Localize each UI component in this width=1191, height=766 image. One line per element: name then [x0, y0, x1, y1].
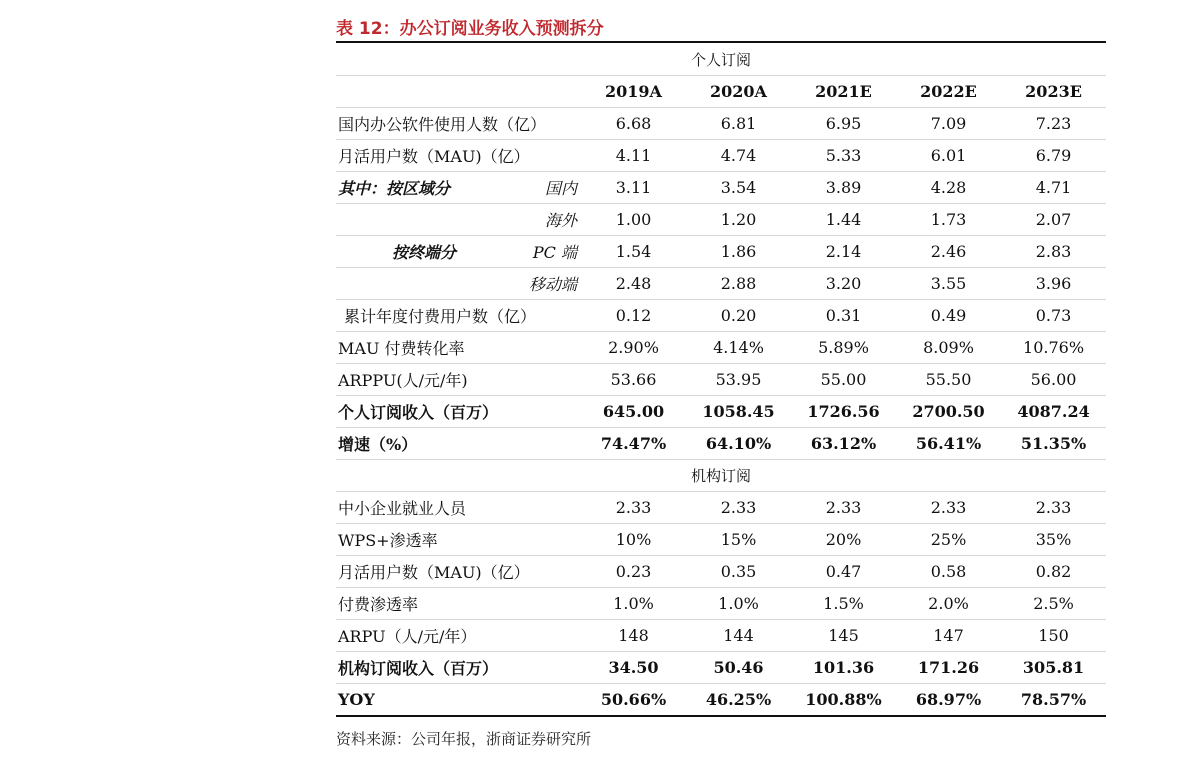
table-row — [336, 364, 1106, 396]
cell: 6.68 — [581, 108, 686, 140]
cell: 63.12% — [791, 428, 896, 460]
table-row — [336, 396, 1106, 428]
table-row — [336, 524, 1106, 556]
source-note: 资料来源：公司年报，浙商证券研究所 — [336, 730, 592, 748]
cell: 3.54 — [686, 172, 791, 204]
table-row — [336, 588, 1106, 620]
table-row — [336, 172, 1106, 204]
year-header: 2019A — [581, 76, 686, 108]
cell: 35% — [1001, 524, 1106, 556]
table-row — [336, 620, 1106, 652]
cell: 100.88% — [791, 684, 896, 717]
row-label: 中小企业就业人员 — [336, 492, 581, 524]
table-row — [336, 236, 1106, 268]
cell: 0.82 — [1001, 556, 1106, 588]
top-rule — [336, 41, 1106, 43]
table-row — [336, 428, 1106, 460]
header-blank — [526, 76, 581, 108]
cell: 64.10% — [686, 428, 791, 460]
cell: 4.71 — [1001, 172, 1106, 204]
row-label: 月活用户数（MAU)（亿） — [336, 556, 581, 588]
cell: 0.58 — [896, 556, 1001, 588]
cell: 25% — [896, 524, 1001, 556]
row-label: 付费渗透率 — [336, 588, 581, 620]
cell: 34.50 — [581, 652, 686, 684]
cell: 645.00 — [581, 396, 686, 428]
cell: 6.81 — [686, 108, 791, 140]
cell: 2.07 — [1001, 204, 1106, 236]
cell: 2.14 — [791, 236, 896, 268]
cell: 2.0% — [896, 588, 1001, 620]
cell: 68.97% — [896, 684, 1001, 717]
cell: 4.14% — [686, 332, 791, 364]
cell: 2.88 — [686, 268, 791, 300]
cell: 0.20 — [686, 300, 791, 332]
cell: 15% — [686, 524, 791, 556]
table-row — [336, 268, 1106, 300]
cell: 1.86 — [686, 236, 791, 268]
row-label: ARPU（人/元/年） — [336, 620, 581, 652]
section-header-personal — [336, 44, 1106, 76]
cell: 1.0% — [686, 588, 791, 620]
cell: 101.36 — [791, 652, 896, 684]
cell: 2.33 — [581, 492, 686, 524]
table-row — [336, 108, 1106, 140]
cell: 2.83 — [1001, 236, 1106, 268]
cell: 305.81 — [1001, 652, 1106, 684]
cell: 1058.45 — [686, 396, 791, 428]
cell: 1.5% — [791, 588, 896, 620]
row-label: MAU 付费转化率 — [336, 332, 581, 364]
cell: 1.00 — [581, 204, 686, 236]
cell: 5.89% — [791, 332, 896, 364]
cell: 10.76% — [1001, 332, 1106, 364]
table-row — [336, 652, 1106, 684]
cell: 1.0% — [581, 588, 686, 620]
row-label: 月活用户数（MAU)（亿） — [336, 140, 581, 172]
cell: 2.33 — [791, 492, 896, 524]
cell: 50.66% — [581, 684, 686, 717]
sub-label: 移动端 — [526, 268, 581, 300]
cell: 4.28 — [896, 172, 1001, 204]
cell: 2.33 — [686, 492, 791, 524]
cell: 78.57% — [1001, 684, 1106, 717]
cell: 144 — [686, 620, 791, 652]
cell: 6.95 — [791, 108, 896, 140]
row-label: 个人订阅收入（百万） — [336, 396, 581, 428]
cell: 0.35 — [686, 556, 791, 588]
cell: 4.74 — [686, 140, 791, 172]
group-label — [336, 268, 526, 300]
cell: 1.54 — [581, 236, 686, 268]
cell: 6.79 — [1001, 140, 1106, 172]
cell: 4087.24 — [1001, 396, 1106, 428]
section-label: 个人订阅 — [336, 44, 1106, 76]
forecast-table — [336, 44, 1106, 717]
cell: 56.00 — [1001, 364, 1106, 396]
cell: 8.09% — [896, 332, 1001, 364]
year-header: 2020A — [686, 76, 791, 108]
cell: 2.90% — [581, 332, 686, 364]
cell: 0.47 — [791, 556, 896, 588]
cell: 171.26 — [896, 652, 1001, 684]
cell: 7.23 — [1001, 108, 1106, 140]
sub-label: PC 端 — [526, 236, 581, 268]
cell: 0.49 — [896, 300, 1001, 332]
table-row — [336, 332, 1106, 364]
cell: 1.20 — [686, 204, 791, 236]
row-label: 增速（%） — [336, 428, 581, 460]
header-blank — [336, 76, 526, 108]
cell: 56.41% — [896, 428, 1001, 460]
cell: 51.35% — [1001, 428, 1106, 460]
cell: 0.73 — [1001, 300, 1106, 332]
cell: 53.95 — [686, 364, 791, 396]
group-label: 按终端分 — [336, 236, 526, 268]
year-header: 2022E — [896, 76, 1001, 108]
cell: 4.11 — [581, 140, 686, 172]
row-label: 国内办公软件使用人数（亿） — [336, 108, 581, 140]
row-label: 累计年度付费用户数（亿） — [336, 300, 581, 332]
cell: 3.55 — [896, 268, 1001, 300]
year-header: 2023E — [1001, 76, 1106, 108]
cell: 46.25% — [686, 684, 791, 717]
cell: 0.31 — [791, 300, 896, 332]
cell: 55.00 — [791, 364, 896, 396]
section-header-institutional — [336, 460, 1106, 492]
row-label: 机构订阅收入（百万） — [336, 652, 581, 684]
cell: 3.20 — [791, 268, 896, 300]
cell: 2700.50 — [896, 396, 1001, 428]
section-label: 机构订阅 — [336, 460, 1106, 492]
cell: 150 — [1001, 620, 1106, 652]
cell: 7.09 — [896, 108, 1001, 140]
cell: 3.11 — [581, 172, 686, 204]
table-row — [336, 300, 1106, 332]
cell: 0.23 — [581, 556, 686, 588]
table-row — [336, 140, 1106, 172]
group-label: 其中：按区域分 — [336, 172, 526, 204]
year-header: 2021E — [791, 76, 896, 108]
sub-label: 国内 — [526, 172, 581, 204]
cell: 3.89 — [791, 172, 896, 204]
cell: 2.33 — [896, 492, 1001, 524]
cell: 2.33 — [1001, 492, 1106, 524]
table-title: 表 12：办公订阅业务收入预测拆分 — [336, 19, 604, 39]
row-label: ARPPU(人/元/年) — [336, 364, 581, 396]
cell: 2.48 — [581, 268, 686, 300]
table-row — [336, 556, 1106, 588]
cell: 74.47% — [581, 428, 686, 460]
cell: 20% — [791, 524, 896, 556]
cell: 1.73 — [896, 204, 1001, 236]
table-row — [336, 204, 1106, 236]
cell: 148 — [581, 620, 686, 652]
table-row — [336, 684, 1106, 717]
cell: 2.46 — [896, 236, 1001, 268]
row-label: YOY — [336, 684, 581, 717]
cell: 53.66 — [581, 364, 686, 396]
cell: 1.44 — [791, 204, 896, 236]
cell: 50.46 — [686, 652, 791, 684]
row-label: WPS+渗透率 — [336, 524, 581, 556]
year-header-row — [336, 76, 1106, 108]
sub-label: 海外 — [526, 204, 581, 236]
group-label — [336, 204, 526, 236]
cell: 55.50 — [896, 364, 1001, 396]
cell: 0.12 — [581, 300, 686, 332]
cell: 147 — [896, 620, 1001, 652]
cell: 1726.56 — [791, 396, 896, 428]
cell: 10% — [581, 524, 686, 556]
cell: 3.96 — [1001, 268, 1106, 300]
table-row — [336, 492, 1106, 524]
cell: 2.5% — [1001, 588, 1106, 620]
cell: 145 — [791, 620, 896, 652]
cell: 6.01 — [896, 140, 1001, 172]
cell: 5.33 — [791, 140, 896, 172]
